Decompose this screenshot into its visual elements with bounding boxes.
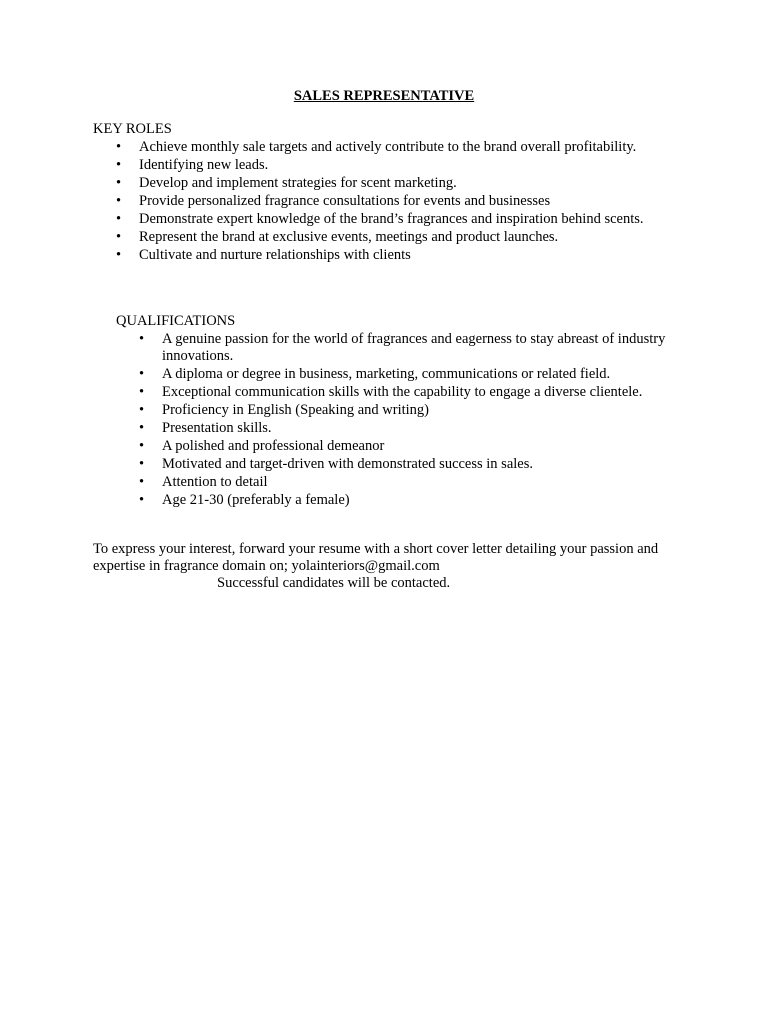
- list-item: [116, 175, 716, 192]
- list-item: [139, 492, 699, 509]
- list-item-text: Identifying new leads.: [139, 157, 269, 173]
- list-item-text: Cultivate and nurture relationships with clients: [139, 247, 411, 263]
- bullet-icon: •: [116, 139, 122, 155]
- list-item: [116, 193, 716, 210]
- list-item-text: Represent the brand at exclusive events, meetings and product launches.: [139, 229, 559, 245]
- list-item-text: Attention to detail: [162, 474, 268, 490]
- list-item-text: Develop and implement strategies for scent marketing.: [139, 175, 457, 191]
- key-roles-list: [116, 139, 716, 265]
- list-item-text: Age 21-30 (preferably a female): [162, 492, 350, 508]
- bullet-icon: •: [116, 157, 122, 173]
- contact-note: Successful candidates will be contacted.: [217, 575, 451, 591]
- list-item-text: A polished and professional demeanor: [162, 438, 385, 454]
- list-item: [116, 157, 716, 174]
- bullet-icon: •: [139, 474, 145, 490]
- list-item: [139, 366, 699, 383]
- list-item-text: A diploma or degree in business, marketing, communications or related field.: [162, 366, 611, 382]
- bullet-icon: •: [139, 492, 145, 508]
- closing-paragraph: To express your interest, forward your resume with a short cover letter detailing your passion and expertise in fragrance domain on; yolainteriors@gmail.com: [93, 541, 659, 574]
- page-title: SALES REPRESENTATIVE: [293, 88, 475, 104]
- bullet-icon: •: [116, 247, 122, 263]
- bullet-icon: •: [139, 384, 145, 400]
- qualifications-list: [139, 331, 699, 510]
- list-item: [139, 331, 699, 365]
- bullet-icon: •: [139, 456, 145, 472]
- bullet-icon: •: [139, 438, 145, 454]
- bullet-icon: •: [116, 229, 122, 245]
- list-item: [116, 247, 716, 264]
- bullet-icon: •: [139, 366, 145, 382]
- bullet-icon: •: [139, 331, 145, 347]
- list-item-text: Motivated and target-driven with demonstrated success in sales.: [162, 456, 533, 472]
- list-item: [116, 229, 716, 246]
- list-item: [139, 438, 699, 455]
- list-item-text: A genuine passion for the world of fragrances and eagerness to stay abreast of industry innovations.: [162, 331, 666, 364]
- qualifications-heading: QUALIFICATIONS: [116, 313, 236, 329]
- bullet-icon: •: [116, 175, 122, 191]
- bullet-icon: •: [116, 193, 122, 209]
- key-roles-heading: KEY ROLES: [93, 121, 172, 137]
- list-item-text: Exceptional communication skills with the capability to engage a diverse clientele.: [162, 384, 643, 400]
- list-item-text: Demonstrate expert knowledge of the brand’s fragrances and inspiration behind scents.: [139, 211, 644, 227]
- bullet-icon: •: [116, 211, 122, 227]
- list-item-text: Proficiency in English (Speaking and writing): [162, 402, 429, 418]
- bullet-icon: •: [139, 402, 145, 418]
- list-item: [139, 384, 699, 401]
- list-item: [139, 402, 699, 419]
- list-item: [116, 211, 716, 228]
- list-item-text: Presentation skills.: [162, 420, 272, 436]
- list-item: [139, 420, 699, 437]
- list-item: [139, 474, 699, 491]
- list-item-text: Provide personalized fragrance consultations for events and businesses: [139, 193, 551, 209]
- list-item-text: Achieve monthly sale targets and actively contribute to the brand overall profitability.: [139, 139, 637, 155]
- list-item: [139, 456, 699, 473]
- list-item: [116, 139, 716, 156]
- bullet-icon: •: [139, 420, 145, 436]
